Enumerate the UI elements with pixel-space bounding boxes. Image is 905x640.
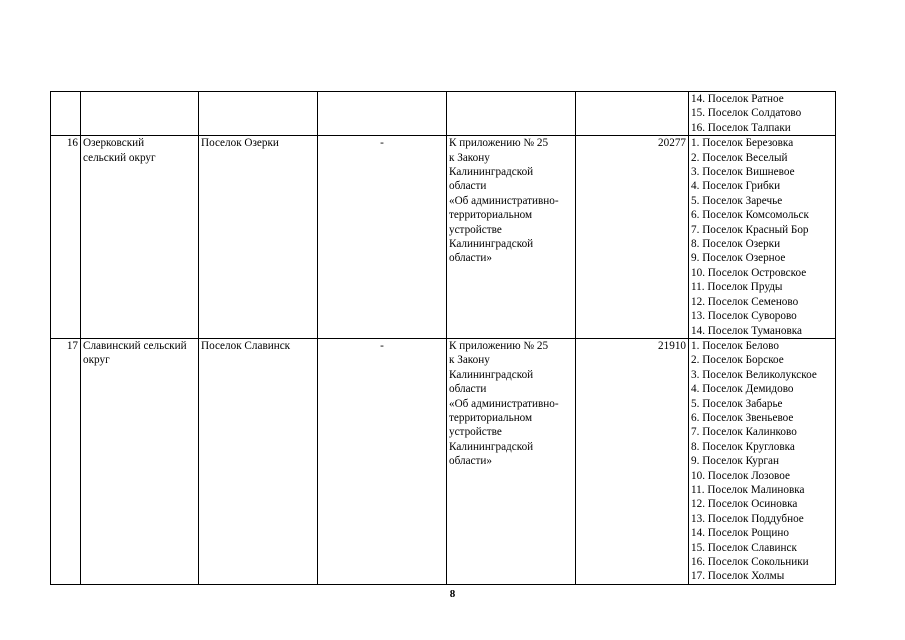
- settlement-item: 14. Поселок Ратное: [691, 93, 784, 105]
- district-name-line: округ: [83, 354, 110, 367]
- law-line: области»: [449, 252, 492, 265]
- settlement-item: 3. Поселок Вишневое: [691, 166, 795, 179]
- law-line: устройстве: [449, 426, 502, 439]
- settlement-item: 9. Поселок Курган: [691, 455, 779, 468]
- law-line: области: [449, 180, 487, 193]
- settlement-item: 11. Поселок Пруды: [691, 281, 783, 294]
- settlement-item: 12. Поселок Осиновка: [691, 498, 798, 511]
- settlement-item: 4. Поселок Демидово: [691, 383, 794, 396]
- row-number: 16: [51, 136, 81, 339]
- population: [576, 92, 689, 136]
- settlement-item: 10. Поселок Лозовое: [691, 469, 790, 482]
- settlement-item: 3. Поселок Великолукское: [691, 368, 817, 381]
- districts-table: [50, 91, 836, 585]
- settlement-item: 7. Поселок Калинково: [691, 426, 797, 439]
- law-line: Калининградской: [449, 238, 534, 251]
- settlement-item: 11. Поселок Малиновка: [691, 483, 805, 496]
- settlement-item: 15. Поселок Солдатово: [691, 107, 802, 120]
- settlements-list: [689, 338, 836, 584]
- district-name: [81, 92, 199, 136]
- law-line: к Закону: [449, 354, 490, 367]
- settlement-item: 12. Поселок Семеново: [691, 295, 799, 308]
- population: 20277: [576, 136, 689, 339]
- admin-center: Поселок Озерки: [199, 136, 318, 339]
- admin-center: [199, 92, 318, 136]
- district-name-line: Славинский сельский: [83, 339, 187, 352]
- law-line: территориальном: [449, 411, 533, 424]
- settlement-item: 1. Поселок Белово: [691, 339, 779, 352]
- dash-cell: -: [318, 338, 447, 584]
- law-line: К приложению № 25: [449, 339, 549, 352]
- settlement-item: 13. Поселок Суворово: [691, 310, 797, 323]
- dash-cell: [318, 92, 447, 136]
- settlement-item: 2. Поселок Веселый: [691, 151, 788, 164]
- population: 21910: [576, 338, 689, 584]
- settlement-item: 13. Поселок Поддубное: [691, 512, 804, 525]
- settlement-item: 8. Поселок Кругловка: [691, 440, 795, 453]
- law-line: Калининградской: [449, 166, 534, 179]
- row-number: 17: [51, 338, 81, 584]
- settlement-item: 5. Поселок Заречье: [691, 194, 783, 207]
- law-line: Калининградской: [449, 368, 534, 381]
- dash-cell: -: [318, 136, 447, 339]
- admin-center: Поселок Славинск: [199, 338, 318, 584]
- law-reference: [447, 338, 576, 584]
- settlement-item: 9. Поселок Озерное: [691, 252, 786, 265]
- table-row: [51, 136, 836, 339]
- settlement-item: 17. Поселок Холмы: [691, 570, 785, 583]
- table-row: [51, 92, 836, 136]
- settlement-item: 15. Поселок Славинск: [691, 541, 797, 554]
- settlement-item: 7. Поселок Красный Бор: [691, 223, 809, 236]
- district-name-line: Озерковский: [83, 137, 145, 150]
- district-name: [81, 338, 199, 584]
- law-line: к Закону: [449, 151, 490, 164]
- law-reference: [447, 92, 576, 136]
- settlement-item: 5. Поселок Забарье: [691, 397, 783, 410]
- law-line: области»: [449, 455, 492, 468]
- table-row: [51, 338, 836, 584]
- settlement-item: 14. Поселок Тумановка: [691, 324, 802, 337]
- law-line: К приложению № 25: [449, 137, 549, 150]
- law-reference: [447, 136, 576, 339]
- settlement-item: 4. Поселок Грибки: [691, 180, 781, 193]
- settlements-list: [689, 136, 836, 339]
- settlement-item: 6. Поселок Комсомольск: [691, 209, 809, 222]
- law-line: устройстве: [449, 223, 502, 236]
- law-line: территориальном: [449, 209, 533, 222]
- district-name-line: сельский округ: [83, 151, 156, 164]
- settlements-list: [689, 92, 836, 136]
- law-line: области: [449, 383, 487, 396]
- settlement-item: 16. Поселок Сокольники: [691, 556, 809, 568]
- law-line: Калининградской: [449, 440, 534, 453]
- settlement-item: 2. Поселок Борское: [691, 354, 784, 367]
- law-line: «Об административно-: [449, 194, 559, 207]
- settlement-item: 6. Поселок Звеньевое: [691, 411, 794, 424]
- settlement-item: 10. Поселок Островское: [691, 266, 807, 279]
- page-number: 8: [449, 588, 456, 600]
- settlement-item: 1. Поселок Березовка: [691, 137, 794, 150]
- settlement-item: 16. Поселок Талпаки: [691, 121, 791, 134]
- settlement-item: 8. Поселок Озерки: [691, 238, 781, 251]
- row-number: [51, 92, 81, 136]
- settlement-item: 14. Поселок Рощино: [691, 527, 789, 540]
- law-line: «Об административно-: [449, 397, 559, 410]
- district-name: [81, 136, 199, 339]
